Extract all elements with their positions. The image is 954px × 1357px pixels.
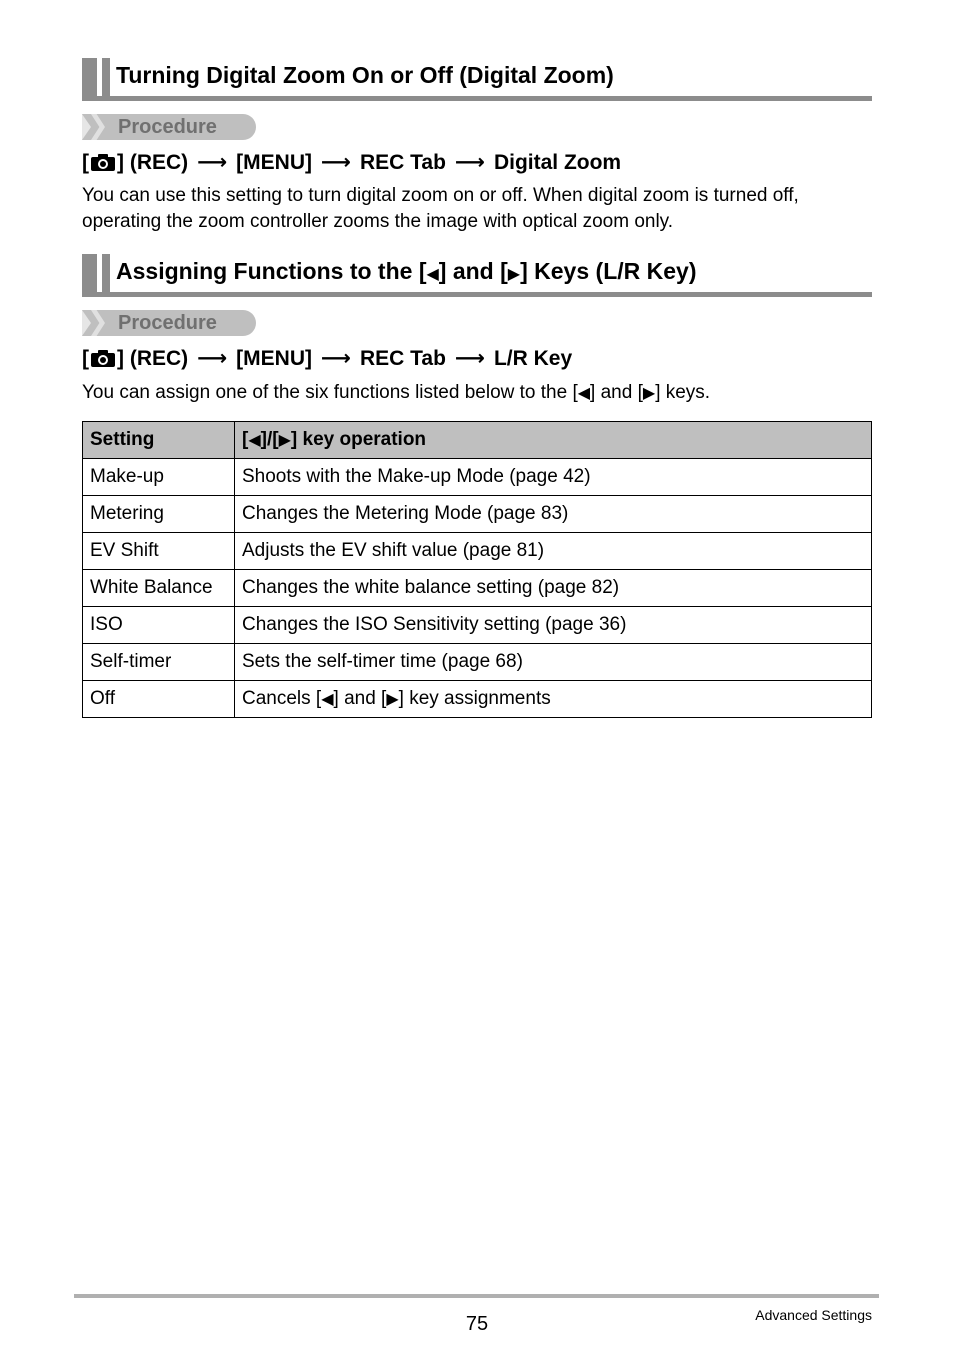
path-item: Digital Zoom bbox=[493, 150, 622, 174]
section-lr-key bbox=[82, 254, 872, 297]
path-menu: [MENU] bbox=[236, 150, 312, 174]
left-triangle-icon: ◀ bbox=[321, 691, 334, 708]
cell-operation: Shoots with the Make-up Mode (page 42) bbox=[235, 459, 872, 496]
menu-path bbox=[82, 346, 572, 371]
heading-marker bbox=[102, 58, 110, 96]
cell-setting: EV Shift bbox=[83, 533, 235, 570]
header-setting: Setting bbox=[83, 422, 235, 459]
arrow-right-icon: ⟶ bbox=[320, 151, 352, 174]
right-triangle-icon: ▶ bbox=[507, 266, 521, 283]
menu-path bbox=[82, 150, 621, 175]
heading-marker bbox=[82, 254, 97, 292]
arrow-right-icon: ⟶ bbox=[320, 347, 352, 370]
path-tab: REC Tab bbox=[359, 150, 446, 174]
procedure-badge bbox=[82, 114, 256, 140]
cell-operation: Changes the white balance setting (page 82) bbox=[235, 570, 872, 607]
cell-setting: White Balance bbox=[83, 570, 235, 607]
arrow-right-icon: ⟶ bbox=[454, 347, 485, 370]
table-row bbox=[83, 644, 872, 681]
table-row bbox=[83, 570, 872, 607]
table-row bbox=[83, 607, 872, 644]
section-heading bbox=[82, 254, 872, 297]
header-operation: [◀]/[▶] key operation bbox=[235, 422, 872, 459]
key-function-table bbox=[82, 421, 872, 718]
right-triangle-icon: ▶ bbox=[642, 385, 656, 402]
left-triangle-icon: ◀ bbox=[577, 385, 591, 402]
cell-setting: Metering bbox=[83, 496, 235, 533]
page-number: 75 bbox=[465, 1313, 489, 1335]
table-header-row bbox=[83, 422, 872, 459]
path-rec: ] (REC) bbox=[117, 346, 189, 370]
procedure-label: Procedure bbox=[118, 312, 217, 334]
arrow-right-icon: ⟶ bbox=[197, 347, 228, 370]
bracket-open: [ bbox=[82, 346, 89, 370]
body-text: You can assign one of the six functions listed below to the [◀] and [▶] keys. bbox=[82, 382, 711, 403]
left-triangle-icon: ◀ bbox=[248, 432, 261, 449]
table-row bbox=[83, 496, 872, 533]
table-row bbox=[83, 533, 872, 570]
cell-operation: Sets the self-timer time (page 68) bbox=[235, 644, 872, 681]
cell-setting: Off bbox=[83, 681, 235, 718]
camera-icon bbox=[90, 349, 116, 368]
table-row bbox=[83, 459, 872, 496]
cell-operation: Cancels [◀] and [▶] key assignments bbox=[235, 681, 872, 718]
heading-marker bbox=[102, 254, 110, 292]
cell-setting: Self-timer bbox=[83, 644, 235, 681]
cell-operation: Changes the ISO Sensitivity setting (page 36) bbox=[235, 607, 872, 644]
section-digital-zoom bbox=[82, 58, 872, 101]
path-menu: [MENU] bbox=[236, 346, 312, 370]
body-text: You can use this setting to turn digital zoom on or off. When digital zoom is turned off, operating the zoom controller zooms the image with optical zoom only. bbox=[82, 185, 799, 232]
cell-setting: Make-up bbox=[83, 459, 235, 496]
path-rec: ] (REC) bbox=[117, 150, 189, 174]
section-title: Assigning Functions to the [◀] and [▶] Keys (L/R Key) bbox=[116, 258, 697, 284]
left-triangle-icon: ◀ bbox=[426, 266, 439, 283]
arrow-right-icon: ⟶ bbox=[197, 151, 228, 174]
arrow-right-icon: ⟶ bbox=[454, 151, 485, 174]
cell-setting: ISO bbox=[83, 607, 235, 644]
camera-icon bbox=[90, 153, 116, 172]
path-item: L/R Key bbox=[493, 346, 573, 370]
footer-divider bbox=[74, 1294, 879, 1298]
right-triangle-icon: ▶ bbox=[386, 691, 399, 708]
table-row bbox=[83, 681, 872, 718]
right-triangle-icon: ▶ bbox=[278, 432, 291, 449]
cell-operation: Adjusts the EV shift value (page 81) bbox=[235, 533, 872, 570]
section-heading bbox=[82, 58, 872, 101]
section-title: Turning Digital Zoom On or Off (Digital Zoom) bbox=[116, 62, 614, 88]
procedure-label: Procedure bbox=[118, 116, 217, 138]
bracket-open: [ bbox=[82, 150, 89, 174]
procedure-badge bbox=[82, 310, 256, 336]
cell-operation: Changes the Metering Mode (page 83) bbox=[235, 496, 872, 533]
path-tab: REC Tab bbox=[359, 346, 446, 370]
footer-section-label: Advanced Settings bbox=[755, 1307, 872, 1323]
heading-marker bbox=[82, 58, 97, 96]
